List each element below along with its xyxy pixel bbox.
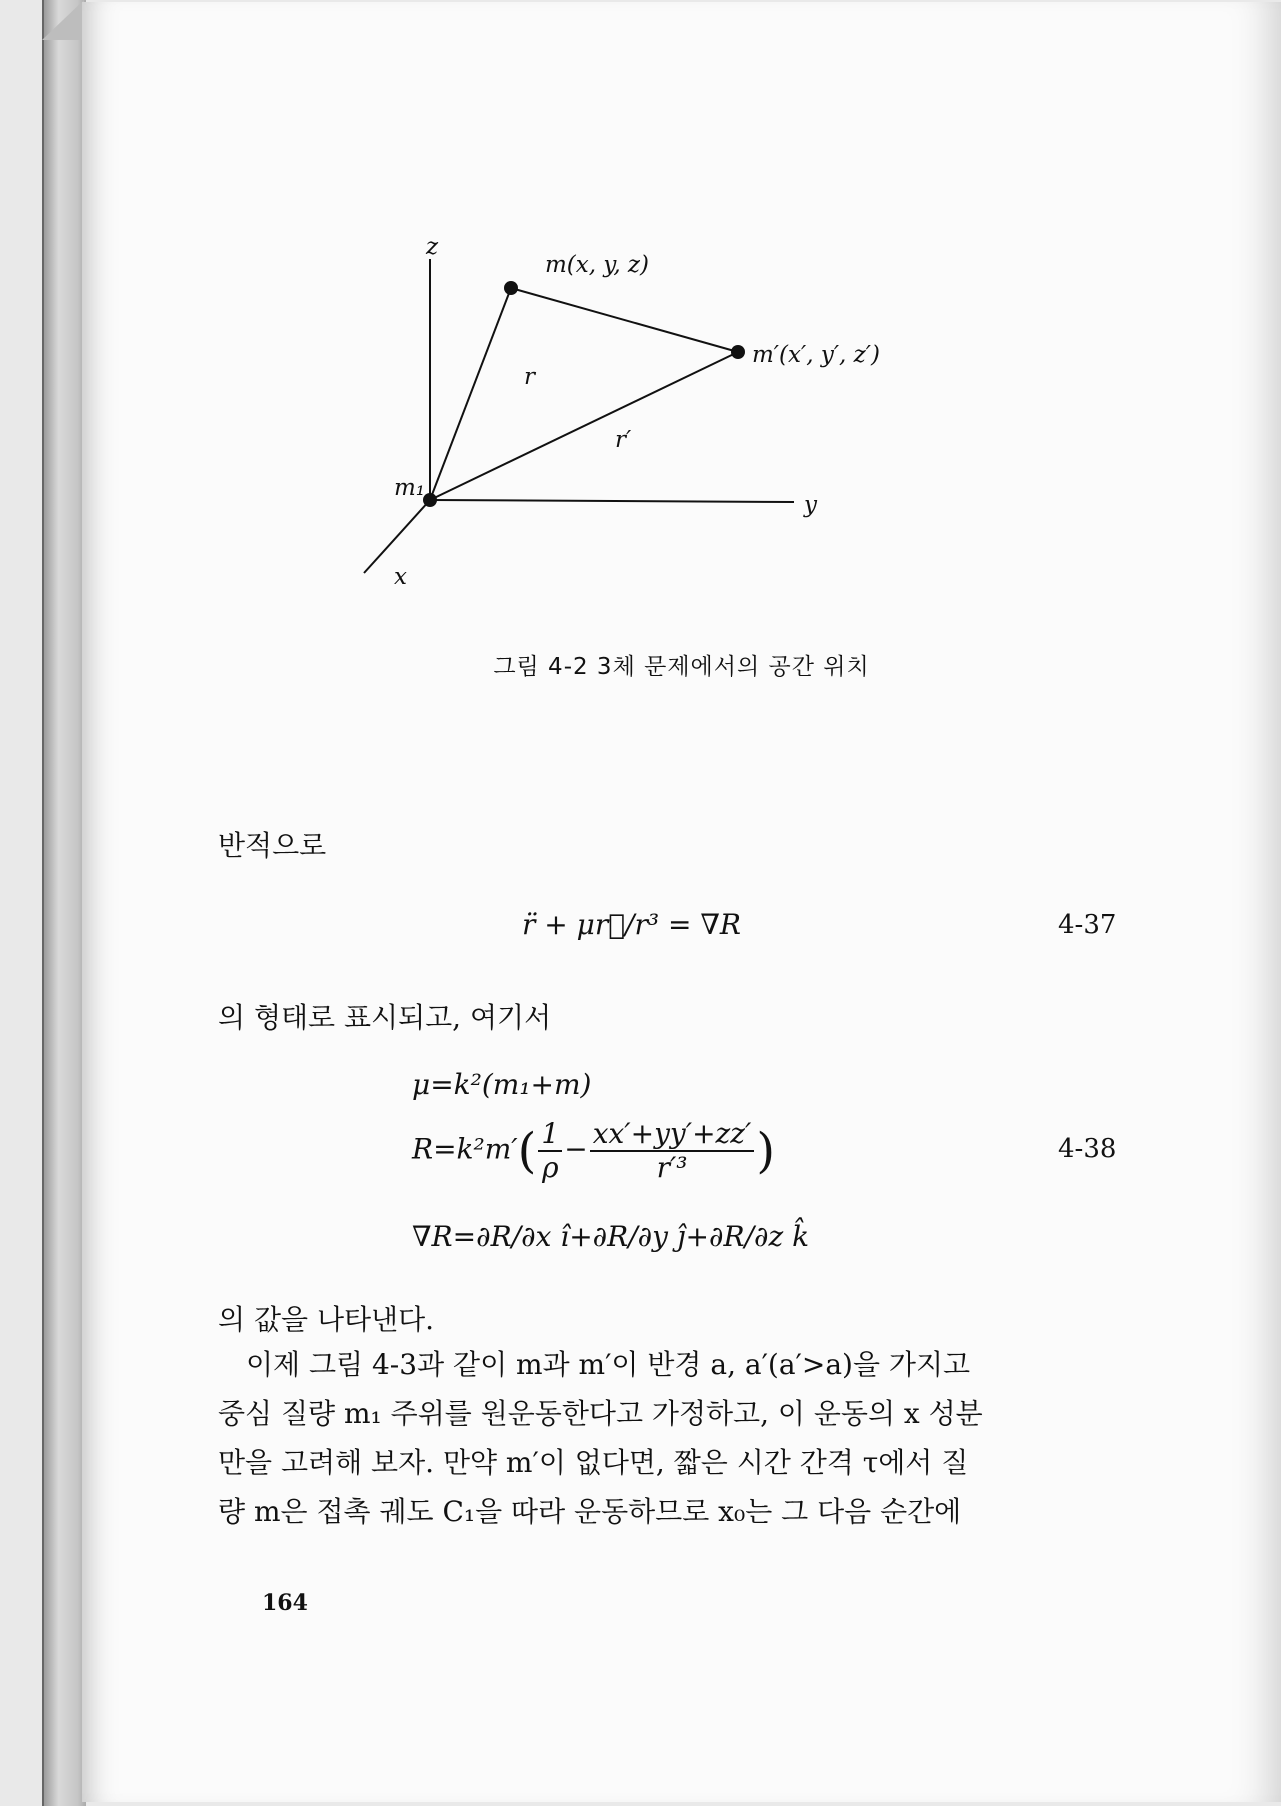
equation-4-38-line3: ∇R=∂R/∂x î+∂R/∂y ĵ+∂R/∂z k̂ [412,1220,810,1253]
y-axis [430,500,794,502]
frac2-denominator: r′³ [656,1151,688,1184]
intro-text: 반적으로 [218,829,327,862]
fraction-dot-product [590,1118,755,1184]
fraction-one-over-rho [538,1118,562,1184]
paragraph-line-3: 만을 고려해 보자. 만약 m′이 없다면, 짧은 시간 간격 τ에서 질 [218,1446,969,1479]
equation-4-37: r̈ + μr⃗/r³ = ∇R [522,908,741,941]
eq-left-paren: ( [517,1123,537,1179]
paragraph-line-2: 중심 질량 m₁ 주위를 원운동한다고 가정하고, 이 운동의 x 성분 [218,1397,983,1430]
mass-m-point [504,281,518,295]
z-axis-label: z [426,234,439,260]
paragraph-line-1: 이제 그림 4-3과 같이 m과 m′이 반경 a, a′(a′>a)을 가지고 [246,1348,971,1381]
book-spine [42,0,86,1806]
after-eq38-text: 의 값을 나타낸다. [218,1303,435,1336]
book-page [82,2,1281,1802]
frac1-denominator: ρ [542,1151,559,1184]
eq-right-paren: ) [756,1123,776,1179]
page-number: 164 [262,1590,308,1616]
x-axis [364,500,430,573]
equation-number-4-37: 4-37 [1058,910,1117,940]
three-body-diagram [82,2,1281,642]
m-to-mprime-line [511,288,738,352]
frac2-numerator: xx′+yy′+zz′ [590,1118,755,1152]
y-axis-label: y [804,492,817,518]
r-vector-line [430,288,511,500]
frac1-numerator: 1 [538,1118,562,1152]
equation-number-4-38: 4-38 [1058,1134,1117,1164]
equation-4-38-line1: μ=k²(m₁+m) [412,1068,592,1101]
m-prime-point-label: m′(x′, y′, z′) [752,342,880,368]
x-axis-label: x [394,564,407,590]
eq-4-38-line2-prefix: R=k²m′ [412,1132,518,1166]
m-point-label: m(x, y, z) [545,252,650,278]
paragraph-line-4: 량 m은 접촉 궤도 C₁을 따라 운동하므로 x₀는 그 다음 순간에 [218,1495,962,1528]
m1-point-label: m₁ [394,475,426,501]
r-prime-vector-line [430,352,738,500]
r-label: r [524,364,535,390]
mass-m1-point [423,493,437,507]
r-prime-label: r′ [615,427,632,453]
body-paragraph [218,1340,1198,1536]
figure-caption: 그림 4-2 3체 문제에서의 공간 위치 [493,654,870,680]
after-eq37-text: 의 형태로 표시되고, 여기서 [218,1001,552,1034]
equation-4-38-line2: R=k²m′( $\frac{1}{\rho}$ − $\frac{xx'+yy'+zz'}{\text{r′³}}$ ) [412,1117,776,1184]
mass-m-prime-point [731,345,745,359]
